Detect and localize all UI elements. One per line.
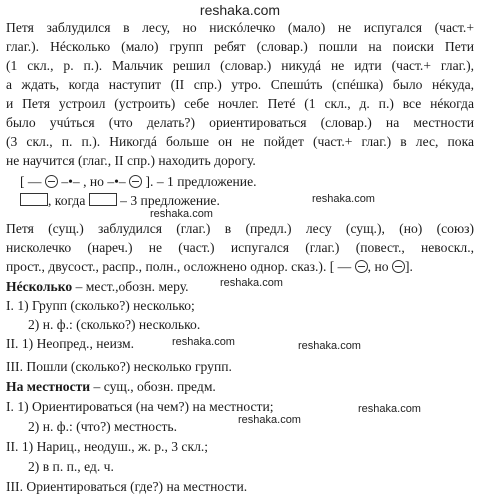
parse-line-2: нисколечко (нареч.) не (част.) испугался (глаг.) (повест., невоскл., — [6, 240, 474, 255]
watermark: reshaka.com — [358, 403, 421, 415]
text-line-8: не научится (глаг., II спр.) находить дорогу. — [6, 153, 256, 168]
scheme-part: –•– , но –•– — [57, 174, 130, 189]
text-line-7: (3 скл., п. п.). Никогдá больше он не пойдет (част.+ глаг.) в лес, пока — [6, 134, 474, 149]
word-analysis-heading-1 — [6, 277, 189, 296]
site-logo: reshaka.com — [199, 2, 281, 18]
word-heading-rest: – мест.,обозн. меру. — [72, 279, 189, 294]
analysis-line: I. 1) Групп (сколько?) несколько; — [6, 298, 195, 313]
analysis-line: II. 1) Неопред., неизм. — [6, 336, 135, 351]
text-line-1: Петя заблудился в лесу, но нискóлечко (мало) не испугался (част.+ — [6, 20, 474, 35]
parse-line-3 — [6, 257, 413, 276]
watermark: reshaka.com — [172, 336, 235, 348]
watermark: reshaka.com — [298, 340, 361, 352]
scheme-part: ]. — [404, 259, 413, 274]
scheme-part: , когда — [48, 193, 86, 208]
text-line-4: а ждать, когда наступит (II спр.) утро. Спешúть (спéшка) было нéкуда, — [6, 77, 474, 92]
predicate-circle-icon — [355, 260, 368, 273]
clause-box-icon — [89, 193, 117, 206]
text-line-5: и Петя устроил (устроить) себе ночлег. Петé (1 скл., д. п.) все нéкогда — [6, 96, 474, 111]
scheme-sentence-1 — [20, 172, 257, 191]
word-heading: На местности — [6, 379, 91, 394]
watermark: reshaka.com — [238, 414, 301, 426]
watermark: reshaka.com — [150, 208, 213, 220]
analysis-line: III. Ориентироваться (где?) на местности. — [6, 479, 248, 494]
scheme-part: ]. – 1 предложение. — [142, 174, 257, 189]
watermark: reshaka.com — [220, 277, 283, 289]
scheme-part: , но — [367, 259, 389, 274]
analysis-line: I. 1) Ориентироваться (на чем?) на местности; — [6, 399, 274, 414]
parse-line-1: Петя (сущ.) заблудился (глаг.) в (предл.) лесу (сущ.), (но) (союз) — [6, 221, 474, 236]
predicate-circle-icon — [129, 175, 142, 188]
analysis-line: 2) в п. п., ед. ч. — [28, 459, 114, 474]
analysis-line: 2) н. ф.: (что?) местность. — [28, 419, 177, 434]
word-heading-rest: – сущ., обозн. предм. — [90, 379, 216, 394]
scheme-part: [ — — [20, 174, 45, 189]
word-heading: Нéсколько — [6, 279, 73, 294]
text-line-6: было учúться (что делать?) ориентироваться (словар.) на местности — [6, 115, 474, 130]
text-line-2: глаг.). Нéсколько (мало) групп ребят (словар.) пошли на поиски Пети — [6, 39, 474, 54]
watermark: reshaka.com — [312, 193, 375, 205]
analysis-line: II. 1) Нариц., неодуш., ж. р., 3 скл.; — [6, 439, 209, 454]
clause-box-icon — [20, 193, 48, 206]
analysis-line: III. Пошли (сколько?) несколько групп. — [6, 359, 232, 374]
analysis-line: 2) н. ф.: (сколько?) несколько. — [28, 317, 201, 332]
word-analysis-heading-2 — [6, 377, 216, 396]
predicate-circle-icon — [45, 175, 58, 188]
scheme-part: – 3 предложение. — [116, 193, 220, 208]
predicate-circle-icon — [392, 260, 405, 273]
scheme-part: прост., двусост., распр., полн., осложнено однор. сказ.). [ — — [6, 259, 352, 274]
text-line-3: (1 скл., р. п.). Мальчик решил (словар.) никудá не идти (част.+ глаг.), — [6, 58, 474, 73]
